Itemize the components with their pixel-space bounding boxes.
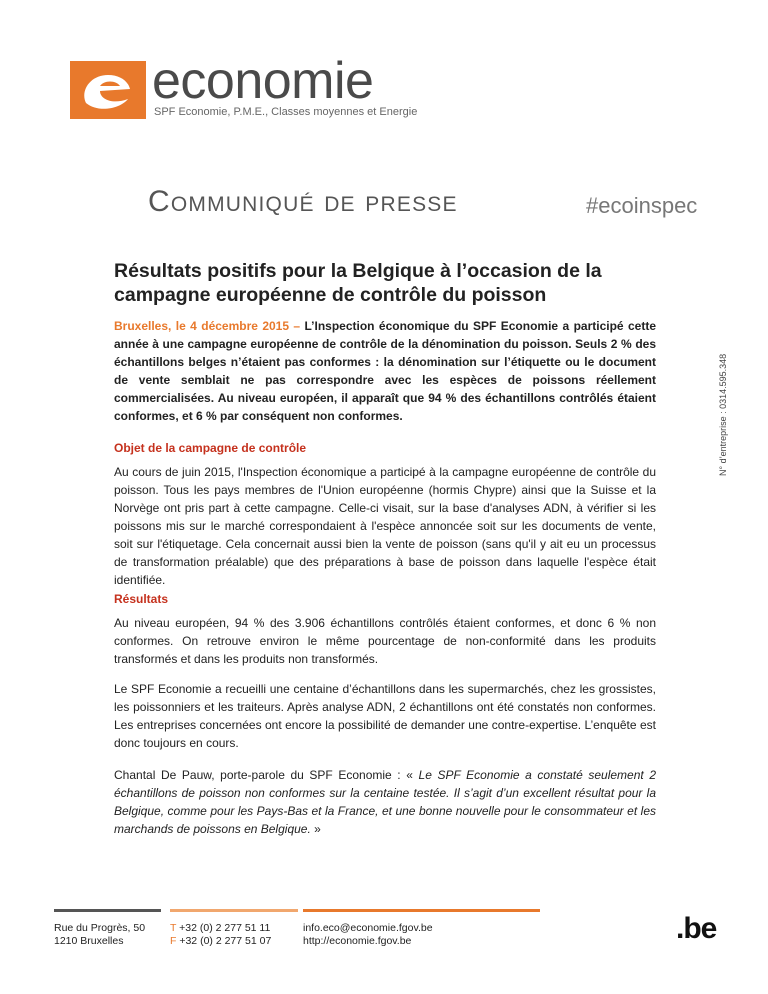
logo-subtitle: SPF Economie, P.M.E., Classes moyennes et Energie bbox=[154, 106, 418, 118]
email-link[interactable]: info.eco@economie.fgov.be bbox=[303, 922, 433, 934]
footer-contact bbox=[303, 922, 433, 948]
logo-mark-icon bbox=[70, 61, 146, 119]
section-heading-objet: Objet de la campagne de contrôle bbox=[114, 441, 307, 455]
press-release-title: Communiqué de presse bbox=[148, 185, 458, 218]
page-title: Résultats positifs pour la Belgique à l’occasion de la campagne européenne de contrôle du poisson bbox=[114, 260, 602, 306]
website-link[interactable]: http://economie.fgov.be bbox=[303, 935, 412, 947]
quote-text: Le SPF Economie a constaté seulement 2 échantillons de poisson non conformes sur la centaine testée. Il s’agit d’un excellent résultat pour la Belgique, comme pour les Pays-Bas et la France, et une bonne nouvelle pour le consommateur et les marchands de poissons en Belgique. bbox=[114, 768, 656, 836]
telephone-number: +32 (0) 2 277 51 11 bbox=[176, 922, 271, 934]
quote-paragraph bbox=[114, 766, 656, 838]
quote-outro: » bbox=[310, 822, 321, 836]
section-heading-resultats: Résultats bbox=[114, 592, 169, 606]
address-line-1: Rue du Progrès, 50 bbox=[54, 922, 146, 934]
hashtag: #ecoinspec bbox=[586, 193, 698, 218]
be-logo: .be bbox=[676, 912, 717, 945]
footer-address bbox=[54, 922, 145, 948]
logo-wordmark: economie bbox=[152, 52, 374, 110]
fax bbox=[170, 935, 271, 948]
footer-divider-gray bbox=[54, 909, 161, 912]
telephone-label: T bbox=[170, 922, 177, 934]
results-paragraph-2: Le SPF Economie a recueilli une centaine d’échantillons dans les supermarchés, chez les grossistes, les poissonniers et les traiteurs. Après analyse ADN, 2 échantillons ont été constatés non conformes. Les entreprises concernées ont encore la possibilité de demander une contre-expertise. L’enquête est donc toujours en cours. bbox=[114, 682, 656, 750]
economie-logo bbox=[70, 52, 418, 121]
footer-phone bbox=[170, 922, 271, 948]
lead-paragraph bbox=[114, 317, 656, 425]
footer-divider-orange bbox=[303, 909, 540, 912]
section-paragraph-objet: Au cours de juin 2015, l'Inspection économique a participé à la campagne européenne de contrôle du poisson. Tous les pays membres de l'Union européenne (hormis Chypre) ainsi que la Suisse et la Norvège ont pris part à cette campagne. Celle-ci visait, sur la base d'analyses ADN, à vérifier si les poissons mis sur le marché correspondaient à l'espèce annoncée soit sur les documents de vente, soit sur l'étiquetage. Cela concernait aussi bien la vente de poisson (sans qu'il y ait eu un processus de transformation préalable) que des préparations à base de poisson dans laquelle l'espèce était identifiée. bbox=[114, 465, 656, 587]
results-paragraph-1: Au niveau européen, 94 % des 3.906 échantillons contrôlés étaient conformes, et donc 6 % non conformes. On retrouve environ le même pourcentage de non-conformité dans les produits transformés et dans les produits non transformés. bbox=[114, 616, 656, 666]
fax-label: F bbox=[170, 935, 177, 947]
lead-text: L’Inspection économique du SPF Economie a participé cette année à une campagne européenne de contrôle de la dénomination du poisson. Seuls 2 % des échantillons belges n’étaient pas conformes : la dénomination sur l’étiquette ou le document de vente semblait ne pas correspondre avec les espèces de poissons réellement commercialisées. Au niveau européen, il apparaît que 94 % des échantillons contrôlés étaient conformes, et 6 % par conséquent non conformes. bbox=[114, 319, 656, 423]
address-line-2: 1210 Bruxelles bbox=[54, 935, 124, 947]
dateline: Bruxelles, le 4 décembre 2015 – bbox=[114, 319, 301, 333]
quote-intro: Chantal De Pauw, porte-parole du SPF Economie : « bbox=[114, 768, 419, 782]
footer-divider-light-orange bbox=[170, 909, 298, 912]
telephone bbox=[170, 922, 271, 935]
company-number: N° d’entreprise : 0314.595.348 bbox=[718, 353, 728, 476]
fax-number: +32 (0) 2 277 51 07 bbox=[176, 935, 272, 947]
